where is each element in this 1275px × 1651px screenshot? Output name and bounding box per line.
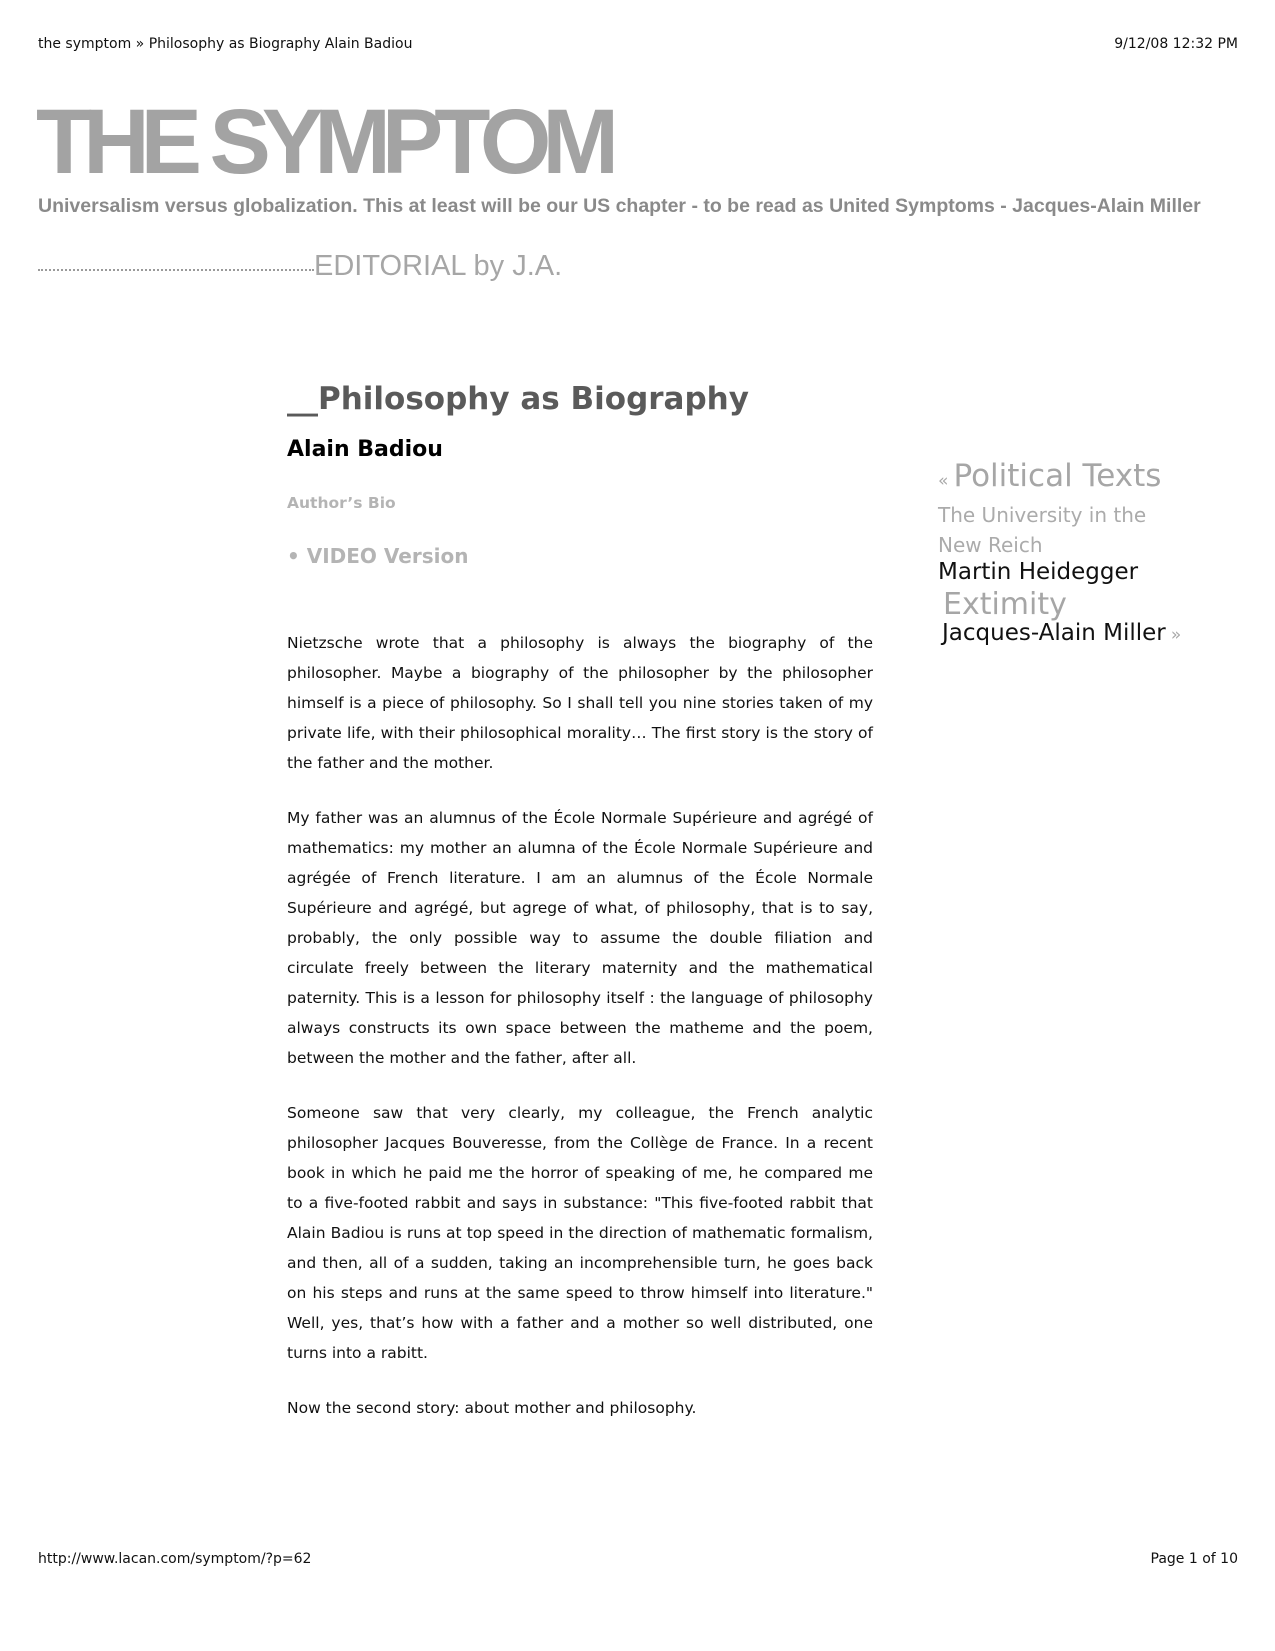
article-body bbox=[287, 628, 873, 1448]
next-arrow-icon: » bbox=[1170, 625, 1182, 645]
author-name: Alain Badiou bbox=[287, 437, 443, 462]
article-paragraph: Now the second story: about mother and philosophy. bbox=[287, 1399, 697, 1417]
article-paragraph: Someone saw that very clearly, my colleague, the French analytic philosopher Jacques Bouveresse, from the Collège de France. In a recent book in which he paid me the horror of speaking of me, he compared me to a five-footed rabbit and says in substance: "This five-footed rabbit that Alain Badiou is runs at top speed in the direction of mathematic formalism, and then, all of a sudden, taking an incomprehensible turn, he goes back on his steps and runs at the same speed to throw himself into literature." Well, yes, that’s how with a father and a mother so well distributed, one turns into a rabitt. bbox=[287, 1104, 873, 1362]
article-paragraph: Nietzsche wrote that a philosophy is always the biography of the philosopher. Maybe a biography of the philosopher by the philosopher himself is a piece of philosophy. So I shall tell you nine stories taken of my private life, with their philosophical morality… The first story is the story of the father and the mother. bbox=[287, 634, 873, 772]
print-header-title: the symptom » Philosophy as Biography Alain Badiou bbox=[38, 36, 413, 52]
prev-post-title-link[interactable]: The University in the New Reich bbox=[938, 503, 1147, 557]
site-logo[interactable]: THE SYMPTOM bbox=[36, 91, 611, 193]
editorial-link[interactable]: EDITORIAL by J.A. bbox=[314, 250, 563, 282]
video-version-link[interactable]: • VIDEO Version bbox=[287, 544, 469, 568]
editorial-row bbox=[38, 250, 562, 283]
post-title: __Philosophy as Biography bbox=[287, 381, 749, 417]
prev-post-nav bbox=[938, 458, 1161, 494]
print-footer-url: http://www.lacan.com/symptom/?p=62 bbox=[38, 1551, 312, 1567]
prev-category-link[interactable]: Political Texts bbox=[953, 458, 1162, 494]
next-category-link[interactable]: Extimity bbox=[943, 587, 1067, 622]
next-post-author[interactable]: Jacques-Alain Miller bbox=[942, 620, 1166, 646]
print-header-date: 9/12/08 12:32 PM bbox=[1114, 36, 1238, 52]
dotted-divider bbox=[38, 269, 314, 271]
print-footer-page: Page 1 of 10 bbox=[1150, 1551, 1238, 1567]
next-post-nav bbox=[942, 620, 1181, 646]
author-bio-link[interactable]: Author’s Bio bbox=[287, 494, 396, 512]
prev-post-author: Martin Heidegger bbox=[938, 559, 1139, 585]
prev-arrow-icon: « bbox=[938, 471, 949, 491]
site-tagline: Universalism versus globalization. This at least will be our US chapter - to be read as United Symptoms - Jacques-Alain Miller bbox=[38, 195, 1201, 217]
article-paragraph: My father was an alumnus of the École Normale Supérieure and agrégé of mathematics: my mother an alumna of the École Normale Supérieure and agrégée of French literature. I am an alumnus of the École Normale Supérieure and agrégé, but agrege of what, of philosophy, that is to say, probably, the only possible way to assume the double filiation and circulate freely between the literary maternity and the mathematical paternity. This is a lesson for philosophy itself : the language of philosophy always constructs its own space between the matheme and the poem, between the mother and the father, after all. bbox=[287, 809, 873, 1067]
